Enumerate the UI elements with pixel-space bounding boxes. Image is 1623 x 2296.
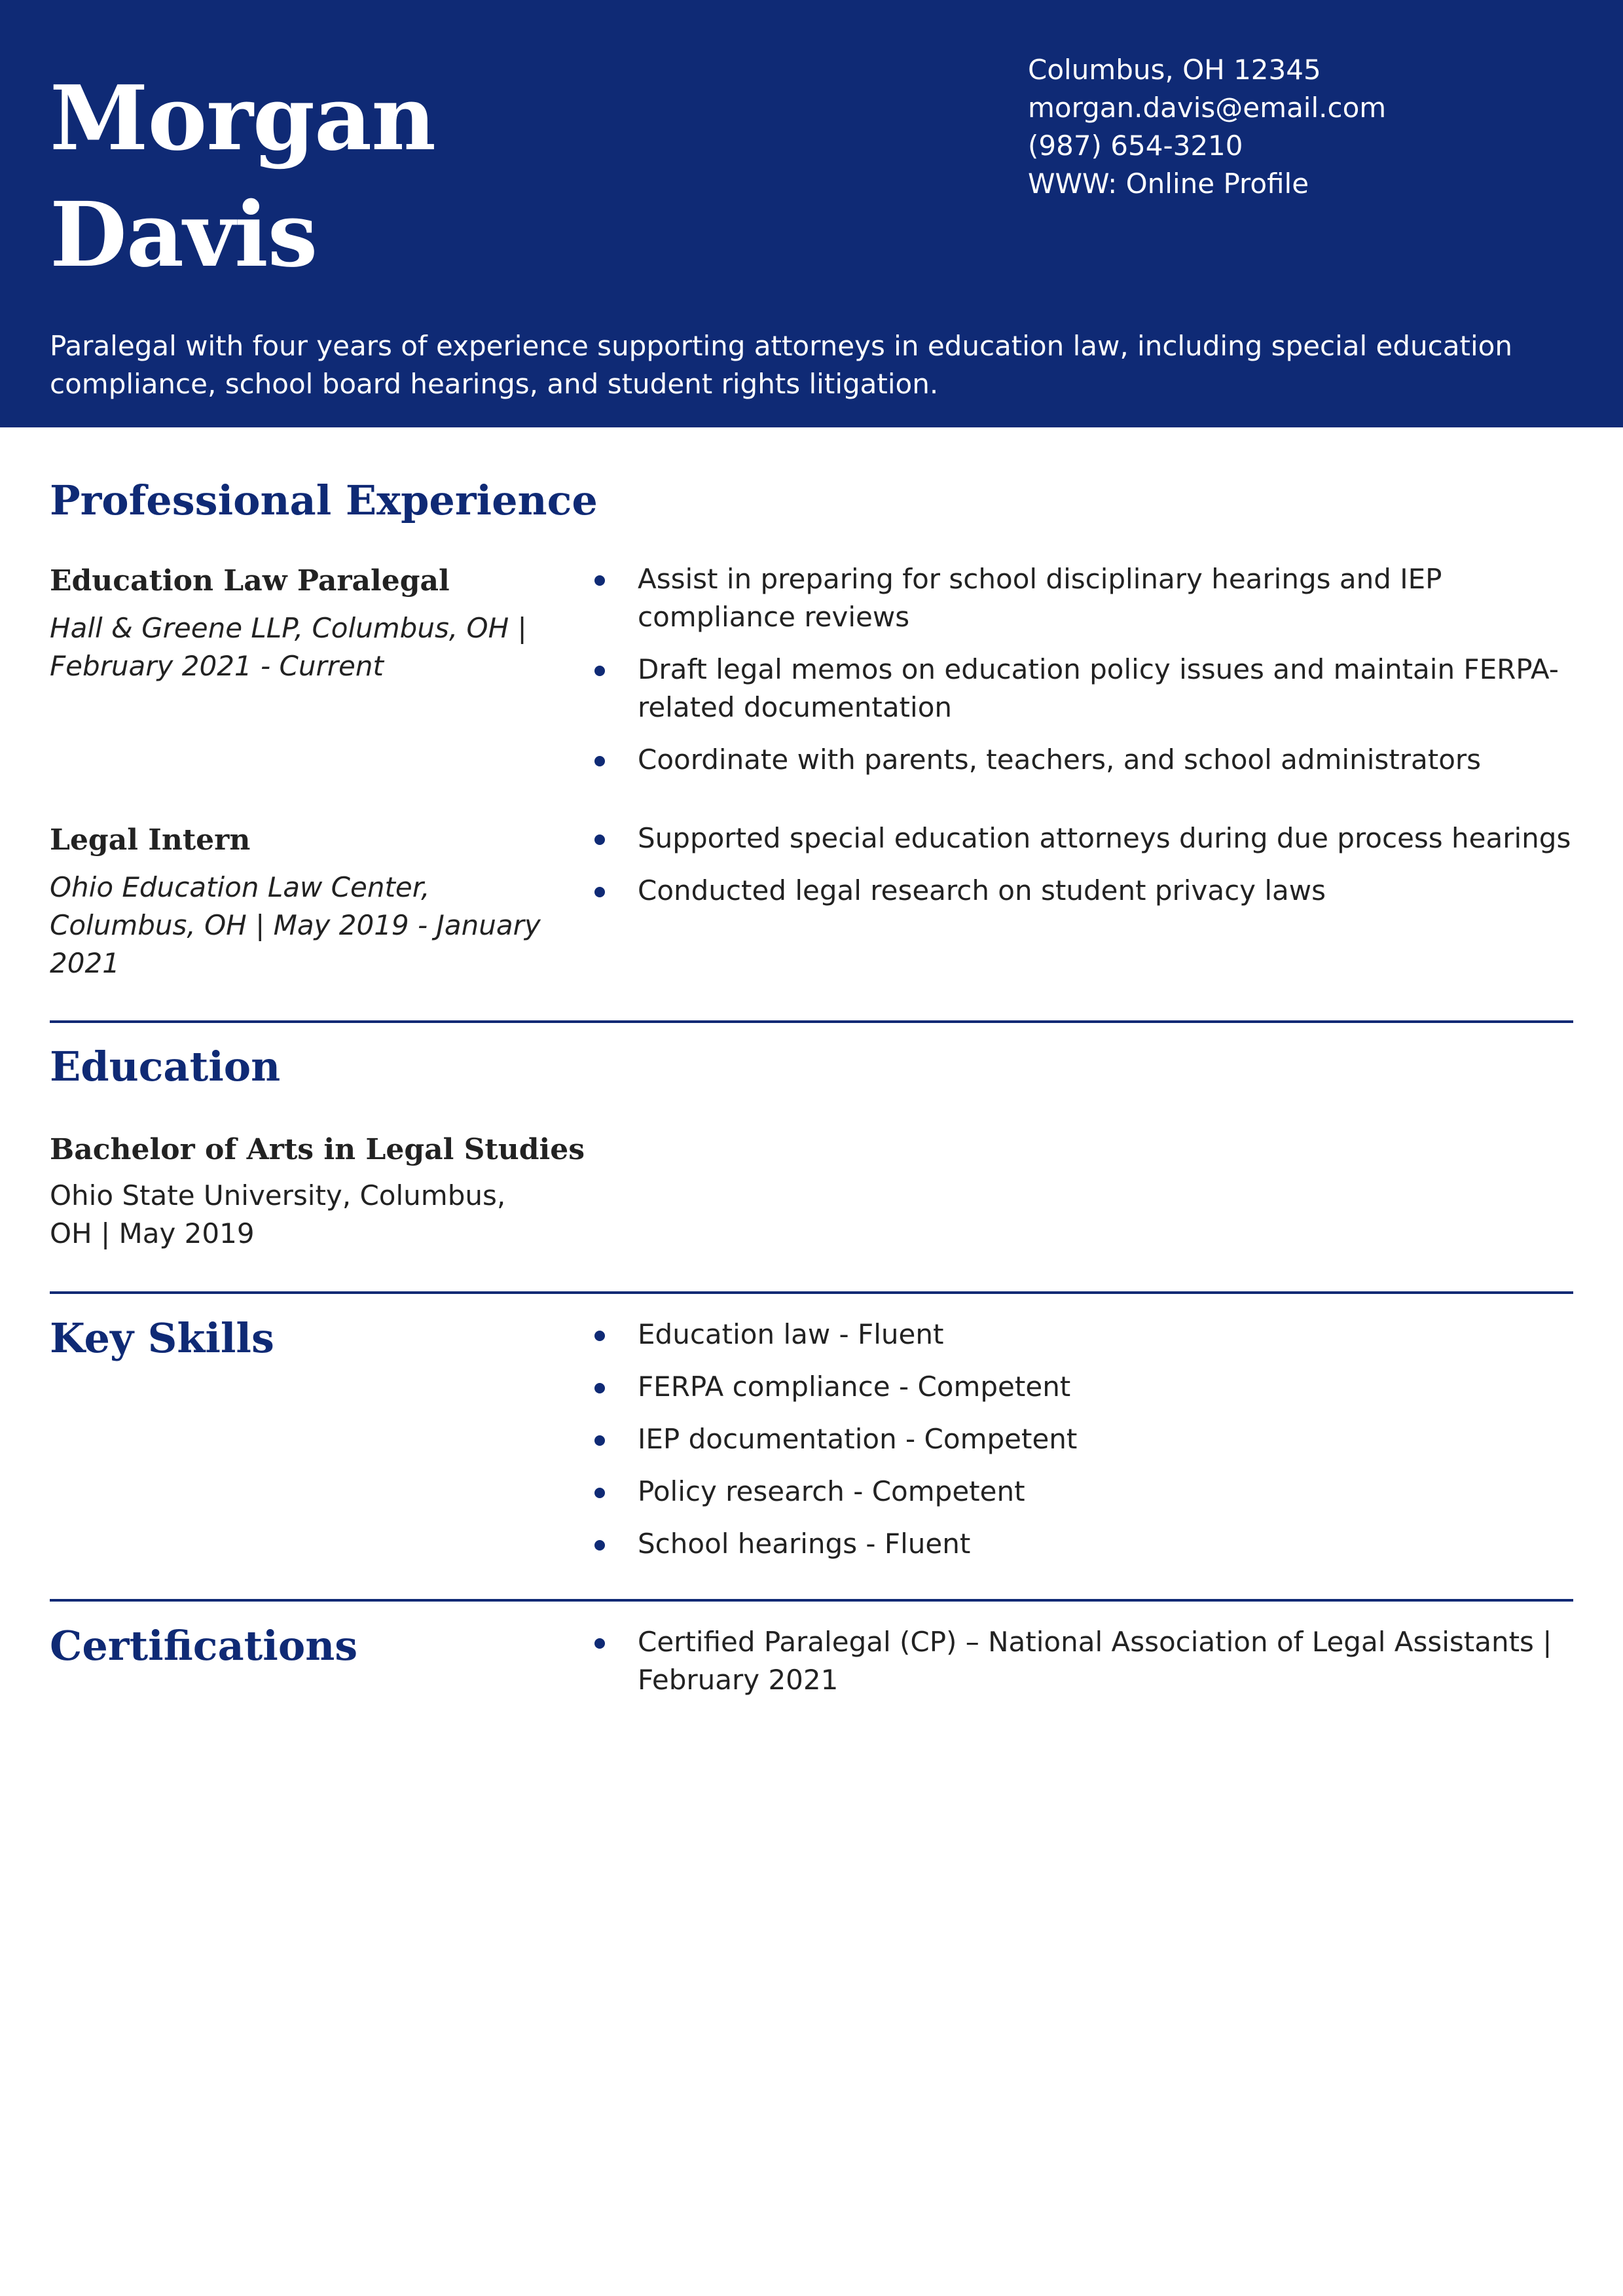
contact-info — [1028, 51, 1591, 203]
job-bullet: Assist in preparing for school disciplinary hearings and IEP compliance reviews — [588, 560, 1573, 636]
job-bullets — [588, 560, 1573, 779]
skill-item: FERPA compliance - Competent — [588, 1368, 1573, 1406]
first-name: Morgan — [50, 66, 435, 171]
degree-title: Bachelor of Arts in Legal Studies — [50, 1133, 585, 1166]
professional-summary: Paralegal with four years of experience supporting attorneys in education law, including special education compliance, school board hearings, and student rights litigation. — [50, 330, 1512, 400]
job-bullet: Coordinate with parents, teachers, and school administrators — [588, 741, 1573, 779]
job-role: Legal Intern — [50, 823, 251, 857]
job-meta: Hall & Greene LLP, Columbus, OH | February 2021 - Current — [50, 612, 527, 682]
certification-item: Certified Paralegal (CP) – National Association of Legal Assistants | February 2021 — [588, 1623, 1573, 1699]
candidate-name — [50, 60, 770, 293]
certifications-list — [588, 1623, 1573, 1699]
contact-email[interactable]: morgan.davis@email.com — [1028, 92, 1387, 124]
section-divider — [50, 1599, 1573, 1602]
contact-website[interactable]: WWW: Online Profile — [1028, 168, 1309, 200]
job-role: Education Law Paralegal — [50, 564, 450, 598]
section-divider — [50, 1020, 1573, 1023]
skills-section-title: Key Skills — [50, 1314, 274, 1362]
education-meta: Ohio State University, Columbus, OH | May 2019 — [50, 1179, 506, 1249]
resume-header — [0, 0, 1623, 427]
skill-item: IEP documentation - Competent — [588, 1420, 1573, 1458]
skill-item: School hearings - Fluent — [588, 1525, 1573, 1563]
job-bullets — [588, 819, 1573, 910]
section-divider — [50, 1291, 1573, 1294]
last-name: Davis — [50, 183, 318, 287]
job-bullet: Supported special education attorneys during due process hearings — [588, 819, 1573, 857]
contact-location: Columbus, OH 12345 — [1028, 54, 1321, 86]
experience-section-title: Professional Experience — [50, 476, 598, 524]
certifications-section-title: Certifications — [50, 1622, 358, 1670]
education-section-title: Education — [50, 1043, 281, 1090]
contact-phone[interactable]: (987) 654-3210 — [1028, 130, 1243, 162]
job-bullet: Conducted legal research on student privacy laws — [588, 872, 1573, 910]
job-meta: Ohio Education Law Center, Columbus, OH | May 2019 - January 2021 — [50, 871, 541, 979]
job-bullet: Draft legal memos on education policy issues and maintain FERPA-related documentation — [588, 651, 1573, 726]
skill-item: Policy research - Competent — [588, 1473, 1573, 1511]
skill-item: Education law - Fluent — [588, 1316, 1573, 1354]
skills-list — [588, 1316, 1573, 1563]
